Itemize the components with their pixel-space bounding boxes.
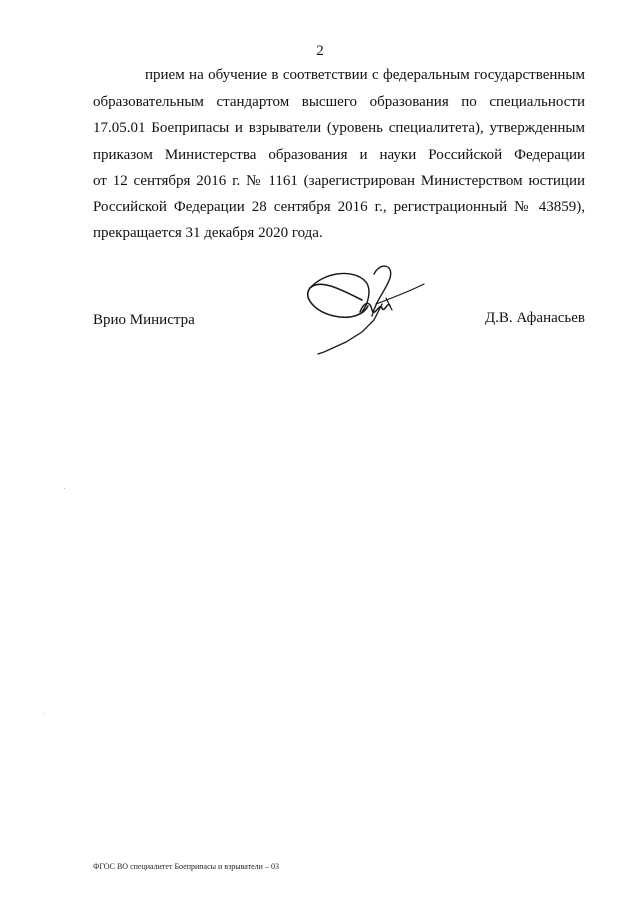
body-line-3: 17.05.01 Боеприпасы и взрыватели (уровень специалитета), утвержденным: [93, 120, 585, 136]
signatory-title: Врио Министра: [93, 312, 195, 328]
body-line-5: от 12 сентября 2016 г. № 1161 (зарегистрирован Министерством юстиции: [93, 173, 585, 189]
body-line-1: прием на обучение в соответствии с федеральным государственным: [145, 67, 585, 83]
document-footer: ФГОС ВО специалитет Боеприпасы и взрыватели – 03: [93, 862, 279, 871]
body-line-6: Российской Федерации 28 сентября 2016 г., регистрационный № 43859),: [93, 199, 585, 215]
scan-speck: [43, 713, 44, 714]
body-line-7: прекращается 31 декабря 2020 года.: [93, 225, 323, 241]
signatory-name: Д.В. Афанасьев: [484, 310, 585, 326]
page-number: 2: [316, 43, 324, 59]
handwritten-signature: [302, 260, 432, 360]
scan-speck: [64, 488, 65, 489]
body-line-4: приказом Министерства образования и науки Российской Федерации: [93, 147, 585, 163]
body-line-2: образовательным стандартом высшего образования по специальности: [93, 94, 585, 110]
